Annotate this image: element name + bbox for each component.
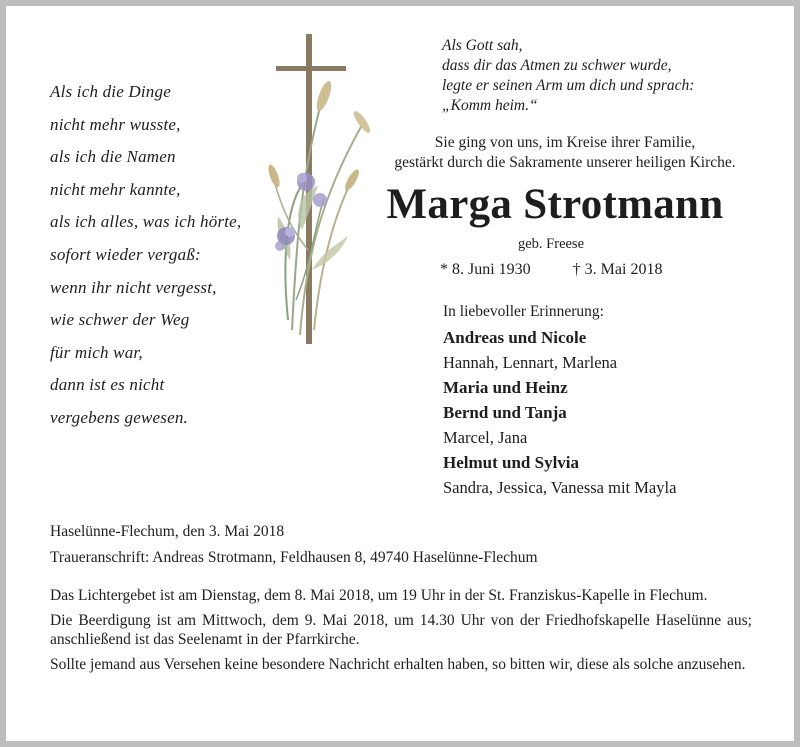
- deceased-name: Marga Strotmann: [386, 181, 724, 228]
- note-paragraph: Das Lichtergebet ist am Dienstag, dem 8. Mai 2018, um 19 Uhr in der St. Franziskus-Kapelle in Flechum.: [50, 587, 708, 604]
- poem-line: dann ist es nicht: [50, 375, 165, 395]
- quote-line: legte er seinen Arm um dich und sprach:: [442, 77, 695, 94]
- note-paragraph: Die Beerdigung ist am Mittwoch, dem 9. Mai 2018, um 14.30 Uhr von der Friedhofskapelle Haselünne aus; anschließend ist das Seelenamt in der Pfarrkirche.: [50, 612, 752, 648]
- family-couple: Helmut und Sylvia: [443, 453, 580, 472]
- quote-line: „Komm heim.“: [442, 97, 538, 114]
- mourning-address: Traueranschrift: Andreas Strotmann, Feldhausen 8, 49740 Haselünne-Flechum: [50, 549, 538, 566]
- place-date: Haselünne-Flechum, den 3. Mai 2018: [50, 523, 285, 540]
- family-children: Hannah, Lennart, Marlena: [443, 353, 618, 372]
- birth-name: geb. Freese: [517, 236, 585, 252]
- poem-line: vergebens gewesen.: [50, 407, 188, 427]
- family-couple: Maria und Heinz: [443, 378, 568, 397]
- poem-line: Als ich die Dinge: [50, 82, 171, 101]
- note-paragraph: Sollte jemand aus Versehen keine besondere Nachricht erhalten haben, so bitten wir, diese als solche anzusehen.: [50, 656, 746, 673]
- family-list: [443, 299, 676, 500]
- cross-with-wheat-icon: [262, 30, 372, 350]
- cross-horizontal-beam: [276, 66, 346, 71]
- family-couple: Bernd und Tanja: [443, 403, 567, 422]
- intro-text: [362, 133, 768, 173]
- intro-line: gestärkt durch die Sakramente unserer heiligen Kirche.: [394, 154, 736, 171]
- poem-line: wie schwer der Weg: [50, 310, 190, 330]
- quote-line: dass dir das Atmen zu schwer wurde,: [442, 57, 672, 74]
- poem-line: für mich war,: [50, 342, 143, 362]
- service-notes: [50, 586, 752, 680]
- family-couple: Andreas und Nicole: [443, 328, 587, 347]
- birth-date: * 8. Juni 1930: [440, 261, 531, 278]
- poem-line: als ich die Namen: [50, 147, 176, 167]
- quote: [442, 36, 694, 116]
- death-date: † 3. Mai 2018: [572, 261, 663, 278]
- family-children: Sandra, Jessica, Vanessa mit Mayla: [443, 478, 677, 497]
- poem-line: sofort wieder vergaß:: [50, 244, 201, 264]
- quote-line: Als Gott sah,: [442, 37, 523, 54]
- life-dates: [440, 261, 662, 279]
- poem-line: nicht mehr wusste,: [50, 114, 181, 134]
- family-children: Marcel, Jana: [443, 428, 528, 447]
- poem-line: als ich alles, was ich hörte,: [50, 212, 242, 232]
- intro-line: Sie ging von uns, im Kreise ihrer Familie,: [434, 134, 696, 151]
- poem-line: nicht mehr kannte,: [50, 179, 181, 199]
- poem: [50, 76, 241, 435]
- poem-line: wenn ihr nicht vergesst,: [50, 277, 217, 297]
- memory-label: In liebevoller Erinnerung:: [443, 303, 604, 320]
